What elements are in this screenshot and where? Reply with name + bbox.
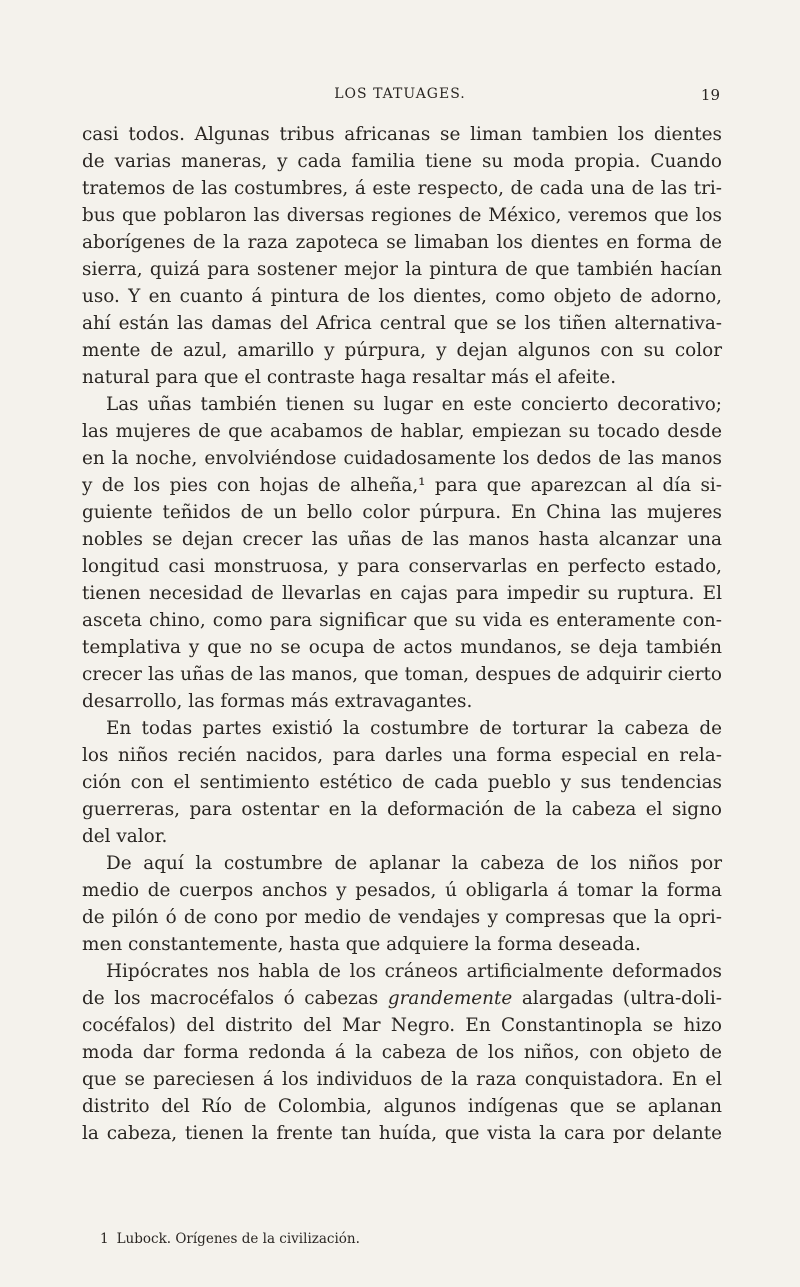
- text-line: en la noche, envolviéndose cuidadosamente los dedos de las manos: [82, 448, 722, 469]
- text-line: guerreras, para ostentar en la deformación de la cabeza el signo: [82, 799, 722, 820]
- text-line: longitud casi monstruosa, y para conservarlas en perfecto estado,: [82, 556, 722, 577]
- running-title: LOS TATUAGES.: [334, 86, 466, 102]
- text-line: de varias maneras, y cada familia tiene su moda propia. Cuando: [82, 151, 722, 172]
- footnote-mark: 1: [100, 1231, 109, 1247]
- text-line: distrito del Río de Colombia, algunos indígenas que se aplanan: [82, 1096, 722, 1117]
- text-segment: de los macrocéfalos ó cabezas: [82, 988, 388, 1009]
- paragraph-start-line: De aquí la costumbre de aplanar la cabeza de los niños por: [106, 853, 722, 874]
- text-line: men constantemente, hasta que adquiere la forma deseada.: [82, 934, 641, 955]
- text-line: casi todos. Algunas tribus africanas se liman tambien los dientes: [82, 124, 722, 145]
- text-line: los niños recién nacidos, para darles una forma especial en rela-: [82, 745, 722, 766]
- paragraph-start-line: Las uñas también tienen su lugar en este concierto decorativo;: [106, 394, 722, 415]
- text-line: tratemos de las costumbres, á este respecto, de cada una de las tri-: [82, 178, 722, 199]
- text-line: que se pareciesen á los individuos de la raza conquistadora. En el: [82, 1069, 722, 1090]
- running-head: [80, 86, 720, 106]
- text-line: cocéfalos) del distrito del Mar Negro. En Constantinopla se hizo: [82, 1015, 722, 1036]
- text-line: crecer las uñas de las manos, que toman, despues de adquirir cierto: [82, 664, 722, 685]
- italic-word: grandemente: [387, 988, 513, 1009]
- text-line: bus que poblaron las diversas regiones de México, veremos que los: [82, 205, 722, 226]
- text-line: tienen necesidad de llevarlas en cajas para impedir su ruptura. El: [82, 583, 722, 604]
- paragraph-start-line: Hipócrates nos habla de los cráneos artificialmente deformados: [106, 961, 722, 982]
- text-line: y de los pies con hojas de alheña,¹ para que aparezcan al día si-: [82, 475, 722, 496]
- text-line: mente de azul, amarillo y púrpura, y dejan algunos con su color: [82, 340, 722, 361]
- text-line: uso. Y en cuanto á pintura de los dientes, como objeto de adorno,: [82, 286, 722, 307]
- text-line: del valor.: [82, 826, 168, 847]
- text-line: asceta chino, como para significar que su vida es enteramente con-: [82, 610, 722, 631]
- text-line: moda dar forma redonda á la cabeza de los niños, con objeto de: [82, 1042, 722, 1063]
- text-line: medio de cuerpos anchos y pesados, ú obligarla á tomar la forma: [82, 880, 722, 901]
- paragraph-start-line: En todas partes existió la costumbre de torturar la cabeza de: [106, 718, 722, 739]
- text-line: las mujeres de que acabamos de hablar, empiezan su tocado desde: [82, 421, 722, 442]
- text-line: ahí están las damas del Africa central que se los tiñen alternativa-: [82, 313, 722, 334]
- page-number: 19: [700, 86, 720, 104]
- text-line: guiente teñidos de un bello color púrpura. En China las mujeres: [82, 502, 722, 523]
- body-text: [82, 121, 722, 1147]
- text-line: aborígenes de la raza zapoteca se limaban los dientes en forma de: [82, 232, 722, 253]
- footnote-text: Lubock. Orígenes de la civilización.: [116, 1231, 360, 1247]
- text-line: natural para que el contraste haga resaltar más el afeite.: [82, 367, 617, 388]
- text-line-with-italic: [82, 985, 722, 1012]
- text-line: sierra, quizá para sostener mejor la pintura de que también hacían: [82, 259, 722, 280]
- text-line: ción con el sentimiento estético de cada pueblo y sus tendencias: [82, 772, 722, 793]
- text-line: nobles se dejan crecer las uñas de las manos hasta alcanzar una: [82, 529, 722, 550]
- text-line: templativa y que no se ocupa de actos mundanos, se deja también: [82, 637, 722, 658]
- text-line: la cabeza, tienen la frente tan huída, que vista la cara por delante: [82, 1123, 722, 1144]
- footnote: [100, 1231, 360, 1247]
- text-line: de pilón ó de cono por medio de vendajes y compresas que la opri-: [82, 907, 722, 928]
- text-line: desarrollo, las formas más extravagantes.: [82, 691, 473, 712]
- text-segment: alargadas (ultra-doli-: [512, 988, 722, 1009]
